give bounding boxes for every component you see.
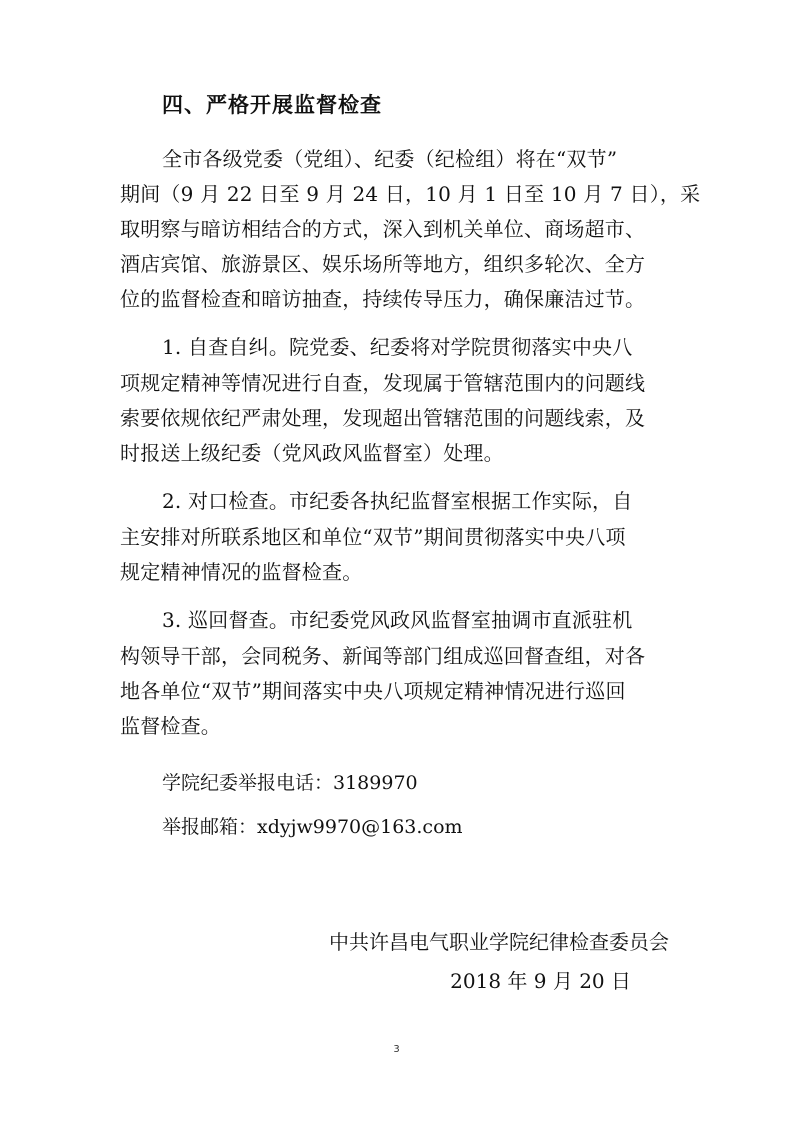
paragraph-line: 位的监督检查和暗访抽查，持续传导压力，确保廉洁过节。 [120, 287, 646, 311]
signature-org: 中共许昌电气职业学院纪律检查委员会 [329, 930, 669, 954]
item-1-line: 时报送上级纪委（党风政风监督室）处理。 [120, 441, 504, 465]
paragraph-line: 酒店宾馆、旅游景区、娱乐场所等地方，组织多轮次、全方 [120, 252, 646, 276]
signature-date: 2018 年 9 月 20 日 [450, 969, 631, 993]
paragraph-line: 期间（9 月 22 日至 9 月 24 日，10 月 1 日至 10 月 7 日），采 [120, 182, 701, 206]
paragraph-line: 取明察与暗访相结合的方式，深入到机关单位、商场超市、 [120, 217, 646, 241]
item-3-line: 3. 巡回督查。市纪委党风政风监督室抽调市直派驻机 [162, 608, 633, 632]
paragraph-line: 全市各级党委（党组）、纪委（纪检组）将在“双节” [162, 147, 618, 171]
item-2-line: 规定精神情况的监督检查。 [120, 560, 363, 584]
report-email: 举报邮箱：xdyjw9970@163.com [162, 816, 463, 838]
item-1-line: 1. 自查自纠。院党委、纪委将对学院贯彻落实中央八 [162, 335, 633, 359]
report-phone: 学院纪委举报电话：3189970 [162, 772, 418, 794]
page-number: 3 [393, 1044, 400, 1055]
item-2-line: 主安排对所联系地区和单位“双节”期间贯彻落实中央八项 [120, 525, 626, 549]
item-3-line: 监督检查。 [120, 714, 221, 738]
item-3-line: 构领导干部，会同税务、新闻等部门组成巡回督查组，对各 [120, 644, 646, 668]
item-1-line: 项规定精神等情况进行自查，发现属于管辖范围内的问题线 [120, 371, 646, 395]
item-2-line: 2. 对口检查。市纪委各执纪监督室根据工作实际，自 [162, 489, 633, 513]
section-heading: 四、严格开展监督检查 [162, 93, 382, 117]
item-3-line: 地各单位“双节”期间落实中央八项规定精神情况进行巡回 [120, 679, 626, 703]
item-1-line: 索要依规依纪严肃处理，发现超出管辖范围的问题线索，及 [120, 406, 646, 430]
